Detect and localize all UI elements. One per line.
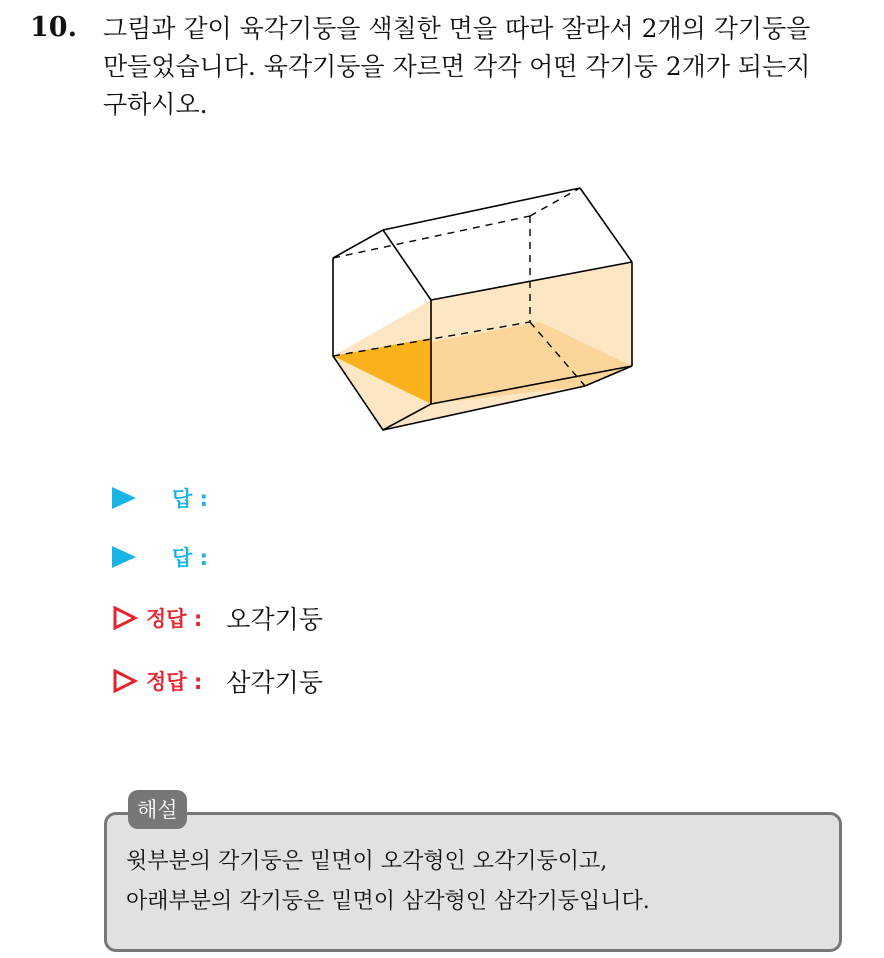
question-number: 10. (30, 12, 77, 43)
correct-answer-row-2 (112, 661, 323, 701)
explanation-line: 윗부분의 각기둥은 밑면이 오각형인 오각기둥이고, (126, 849, 608, 874)
explanation-tag: 해설 (128, 790, 187, 829)
correct-value: 삼각기둥 (226, 668, 323, 697)
correct-arrow-icon (112, 668, 138, 694)
answer-arrow-icon (112, 546, 136, 568)
correct-label: 정답 : (146, 670, 203, 694)
answer-label: 답 : (172, 546, 208, 570)
correct-label: 정답 : (146, 607, 203, 631)
answer-arrow-icon (112, 487, 136, 509)
answer-row-1 (112, 478, 208, 518)
question-line: 그림과 같이 육각기둥을 색칠한 면을 따라 잘라서 2개의 각기둥을 (103, 14, 811, 43)
answer-label: 답 : (172, 487, 208, 511)
question-line: 만들었습니다. 육각기둥을 자르면 각각 어떤 각기둥 2개가 되는지 (103, 52, 811, 81)
explanation-text (126, 842, 650, 922)
explanation-line: 아래부분의 각기둥은 밑면이 삼각형인 삼각기둥입니다. (126, 889, 650, 914)
question-line: 구하시오. (103, 90, 208, 119)
question-text (103, 10, 873, 124)
correct-arrow-icon (112, 605, 138, 631)
answer-row-2 (112, 537, 208, 577)
correct-answer-row-1 (112, 598, 323, 638)
correct-value: 오각기둥 (226, 605, 323, 634)
hexagonal-prism-figure (325, 182, 645, 442)
